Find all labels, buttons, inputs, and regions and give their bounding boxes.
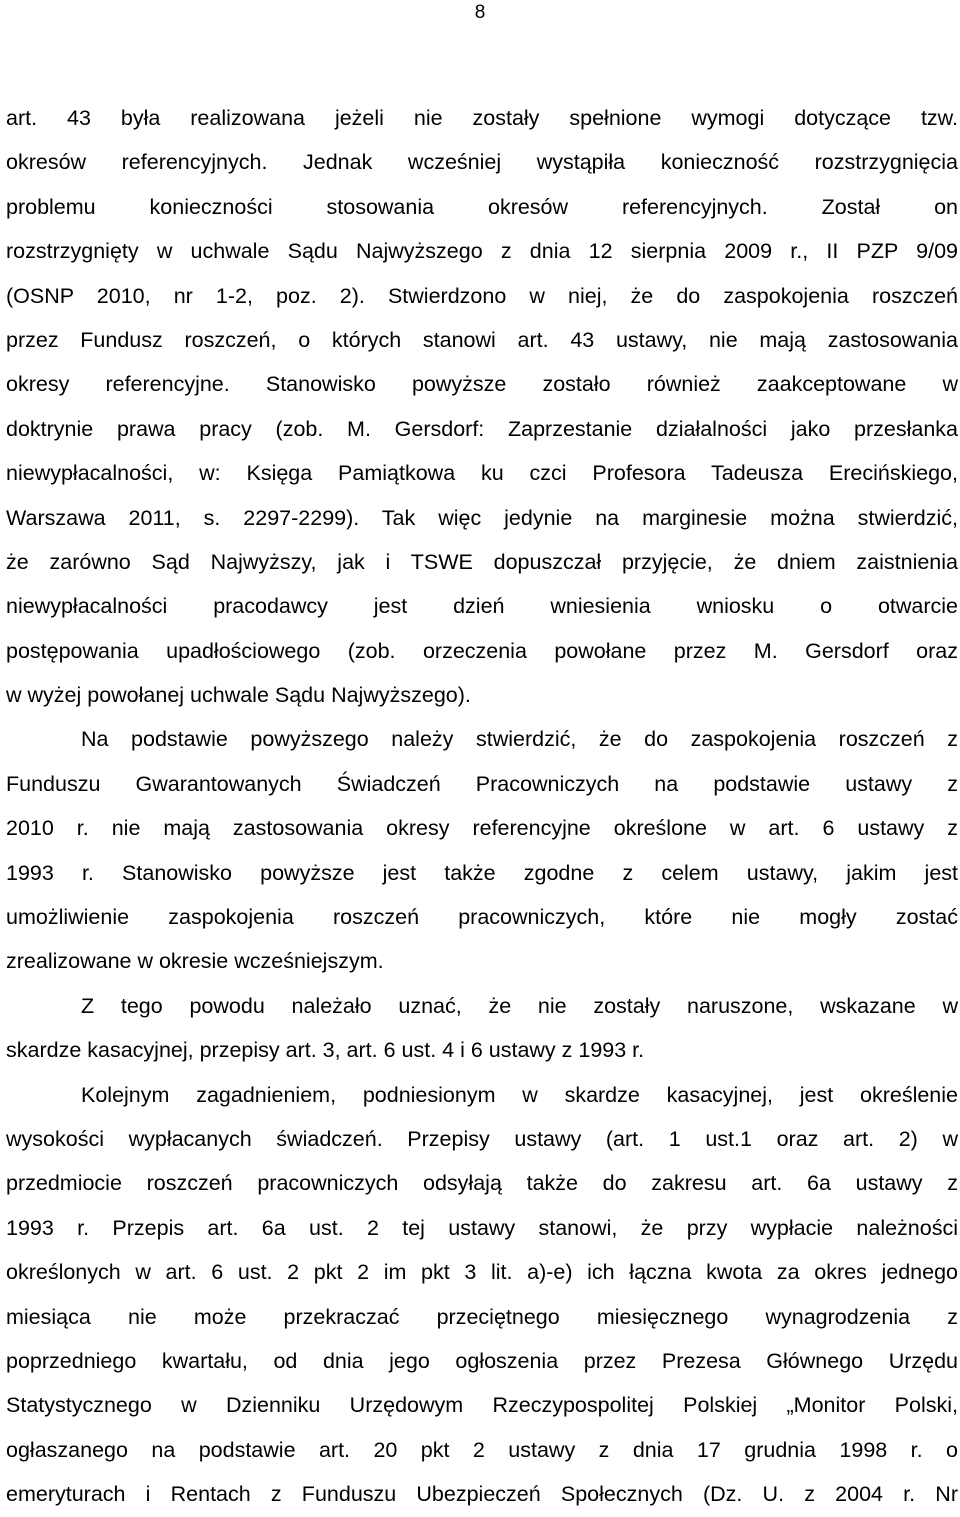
document-body: [6, 96, 958, 1517]
text-line: 1993 r. Przepis art. 6a ust. 2 tej ustawy stanowi, że przy wypłacie należności: [6, 1215, 958, 1240]
text-line: rozstrzygnięty w uchwale Sądu Najwyższego z dnia 12 sierpnia 2009 r., II PZP 9/09: [6, 239, 958, 264]
text-line: 1993 r. Stanowisko powyższe jest także zgodne z celem ustawy, jakim jest: [6, 860, 958, 885]
text-line: niewypłacalności, w: Księga Pamiątkowa ku czci Profesora Tadeusza Erecińskiego,: [6, 461, 958, 486]
text-line: wysokości wypłacanych świadczeń. Przepisy ustawy (art. 1 ust.1 oraz art. 2) w: [6, 1126, 958, 1151]
text-line: skardze kasacyjnej, przepisy art. 3, art. 6 ust. 4 i 6 ustawy z 1993 r.: [6, 1038, 645, 1063]
text-line: ogłaszanego na podstawie art. 20 pkt 2 ustawy z dnia 17 grudnia 1998 r. o: [6, 1437, 958, 1462]
text-line: Statystycznego w Dzienniku Urzędowym Rzeczypospolitej Polskiej „Monitor Polski,: [6, 1393, 958, 1418]
text-line: zrealizowane w okresie wcześniejszym.: [6, 949, 384, 974]
text-line: (OSNP 2010, nr 1-2, poz. 2). Stwierdzono w niej, że do zaspokojenia roszczeń: [6, 283, 958, 308]
text-line: Na podstawie powyższego należy stwierdzić, że do zaspokojenia roszczeń z: [81, 727, 958, 752]
text-line: 2010 r. nie mają zastosowania okresy referencyjne określone w art. 6 ustawy z: [6, 816, 958, 841]
text-line: przedmiocie roszczeń pracowniczych odsyłają także do zakresu art. 6a ustawy z: [6, 1171, 958, 1196]
text-line: poprzedniego kwartału, od dnia jego ogłoszenia przez Prezesa Głównego Urzędu: [6, 1348, 958, 1373]
text-line: art. 43 była realizowana jeżeli nie zostały spełnione wymogi dotyczące tzw.: [6, 106, 958, 130]
text-line: okresy referencyjne. Stanowisko powyższe zostało również zaakceptowane w: [6, 372, 958, 397]
text-line: Z tego powodu należało uznać, że nie zostały naruszone, wskazane w: [81, 993, 958, 1018]
text-line: doktrynie prawa pracy (zob. M. Gersdorf: Zaprzestanie działalności jako przesłanka: [6, 416, 958, 441]
page-number: 8: [474, 2, 486, 23]
text-line: umożliwienie zaspokojenia roszczeń pracowniczych, które nie mogły zostać: [6, 905, 958, 930]
text-line: niewypłacalności pracodawcy jest dzień wniesienia wniosku o otwarcie: [6, 594, 958, 619]
text-line: Warszawa 2011, s. 2297-2299). Tak więc jedynie na marginesie można stwierdzić,: [6, 505, 958, 530]
text-line: w wyżej powołanej uchwale Sądu Najwyższego).: [6, 683, 471, 708]
text-line: określonych w art. 6 ust. 2 pkt 2 im pkt 3 lit. a)-e) ich łączna kwota za okres jednego: [6, 1260, 958, 1285]
text-line: Kolejnym zagadnieniem, podniesionym w skardze kasacyjnej, jest określenie: [81, 1082, 958, 1107]
text-line: postępowania upadłościowego (zob. orzeczenia powołane przez M. Gersdorf oraz: [6, 638, 958, 663]
text-line: że zarówno Sąd Najwyższy, jak i TSWE dopuszczał przyjęcie, że dniem zaistnienia: [6, 549, 958, 574]
text-line: Funduszu Gwarantowanych Świadczeń Pracowniczych na podstawie ustawy z: [6, 771, 958, 796]
text-line: okresów referencyjnych. Jednak wcześniej wystąpiła konieczność rozstrzygnięcia: [6, 150, 958, 175]
text-line: przez Fundusz roszczeń, o których stanowi art. 43 ustawy, nie mają zastosowania: [6, 327, 958, 352]
text-line: problemu konieczności stosowania okresów referencyjnych. Został on: [6, 194, 958, 219]
text-line: miesiąca nie może przekraczać przeciętnego miesięcznego wynagrodzenia z: [6, 1304, 958, 1329]
text-line: emeryturach i Rentach z Funduszu Ubezpieczeń Społecznych (Dz. U. z 2004 r. Nr: [6, 1482, 958, 1507]
